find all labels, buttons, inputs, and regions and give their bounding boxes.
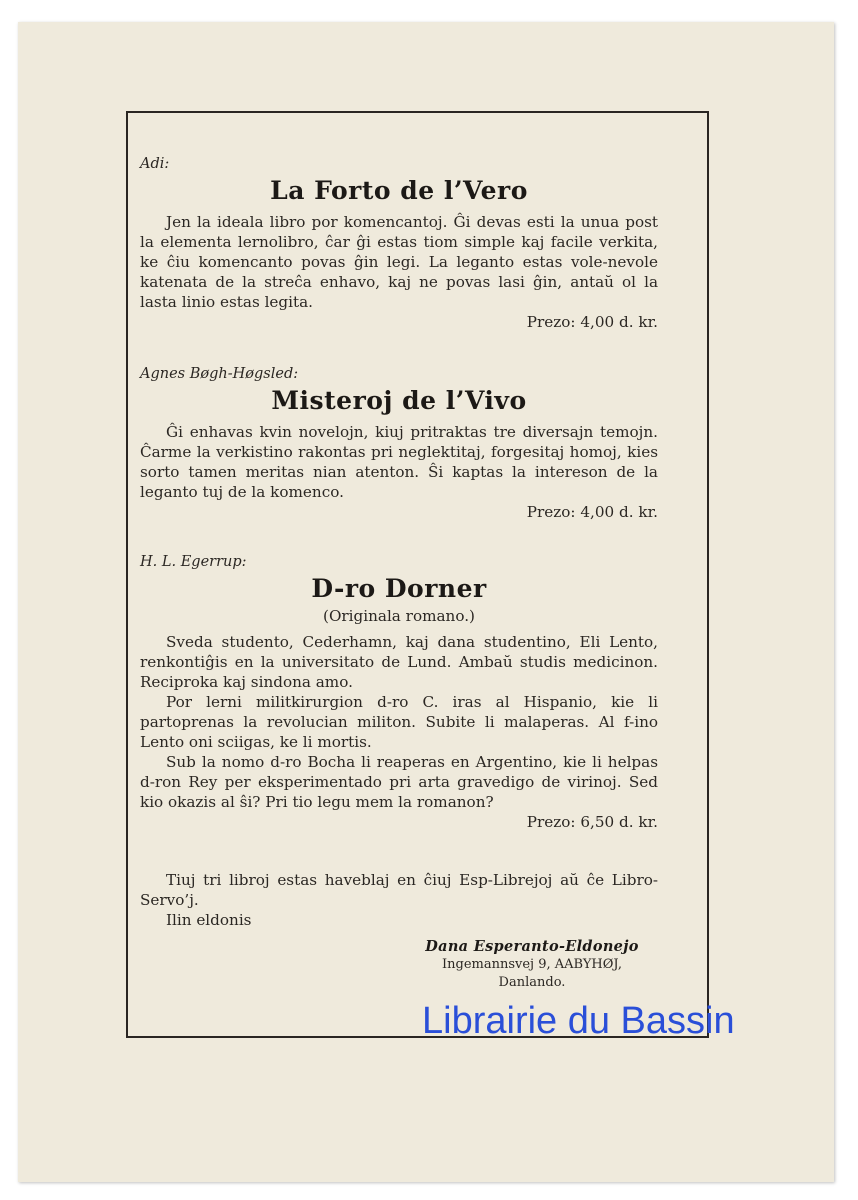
publisher-country: Danlando. [498,975,566,990]
book-author: H. L. Egerrup: [140,554,247,570]
publisher-name: Dana Esperanto-Eldonejo [425,938,639,955]
book-description: Jen la ideala libro por komencantoj. Ĝi devas esti la unua post la elementa lernolibro, ĉar ĝi estas tiom simple kaj facile verkita, ke ĉiu komencanto povas ĝin legi. La leganto estas vole-nevole katenata de la streĉa enhavo, kaj ne povas lasi ĝin, antaŭ ol la lasta linio estas legita. [140,213,658,311]
book-description: Ĝi enhavas kvin novelojn, kiuj pritraktas tre diversajn temojn. Ĉarme la verkistino rakontas pri neglektitaj, forgesitaj homoj, kies sorto tamen meritas nian atenton. Ŝi kaptas la intereson de la leganto tuj de la komenco. [140,423,658,501]
book-description: Por lerni militkirurgion d-ro C. iras al Hispanio, kie li partoprenas la revolucian militon. Subite li malaperas. Al f-ino Lento oni sciigas, ke li mortis. [140,693,658,751]
book-price: Prezo: 6,50 d. kr. [526,813,658,831]
publisher-address: Ingemannsvej 9, AABYHØJ, [441,957,622,972]
closing-note [140,870,658,930]
book-listing-2 [140,364,658,522]
book-title: La Forto de l’Vero [270,176,528,205]
book-subtitle: (Originala romano.) [323,607,475,625]
seller-watermark: Librairie du Bassin [422,1000,735,1042]
book-title: D-ro Dorner [311,574,487,603]
book-description: Sub la nomo d-ro Bocha li reaperas en Argentino, kie li helpas d-ron Rey per eksperimentado pri arta gravedigo de virinoj. Sed kio okazis al ŝi? Pri tio legu mem la romanon? [140,753,658,811]
book-author: Agnes Bøgh-Høgsled: [140,366,299,382]
book-listing-3 [140,552,658,832]
book-title: Misteroj de l’Vivo [271,386,527,415]
availability-text: Tiuj tri libroj estas haveblaj en ĉiuj Esp-Librejoj aŭ ĉe Libro-Servo’j. [140,871,658,909]
book-price: Prezo: 4,00 d. kr. [526,313,658,331]
book-author: Adi: [140,156,170,172]
book-description: Sveda studento, Cederhamn, kaj dana studentino, Eli Lento, renkontiĝis en la universitato de Lund. Ambaŭ studis medicinon. Reciproka kaj sindona amo. [140,633,658,691]
book-listing-1 [140,154,658,332]
publisher-intro: Ilin eldonis [166,911,252,929]
book-price: Prezo: 4,00 d. kr. [526,503,658,521]
publisher-block [382,938,682,992]
